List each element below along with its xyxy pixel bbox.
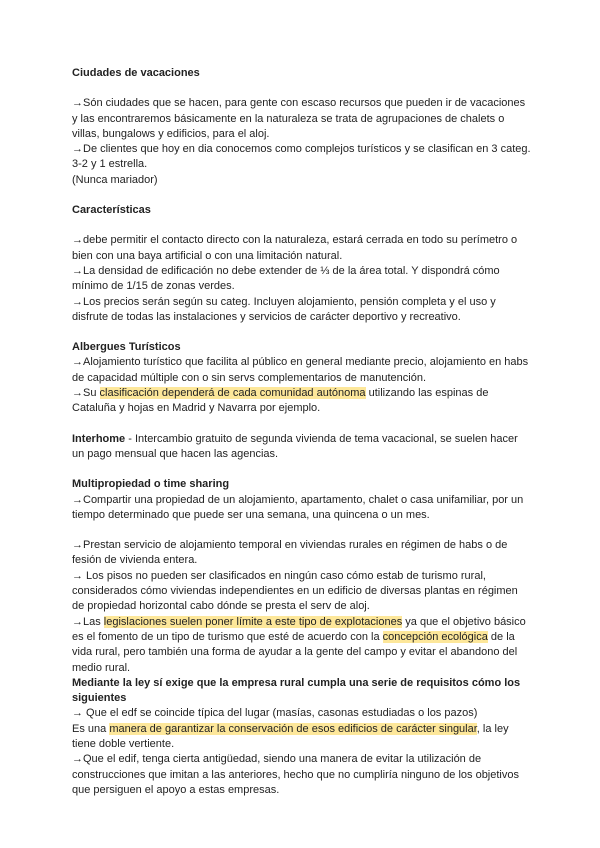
text-run: utilizando las espinas de Cataluña y hojas en Madrid y Navarra por ejemplo.	[72, 387, 489, 415]
paragraph: →De clientes que hoy en dia conocemos como complejos turísticos y se clasifican en 3 categ. 3-2 y 1 estrella.	[72, 143, 531, 171]
paragraph-interhome	[72, 432, 532, 463]
highlighted-text: concepción ecológica	[382, 630, 488, 643]
paragraph: →Los precios serán según su categ. Incluyen alojamiento, pensión completa y el uso y disfrute de todas las instalaciones y servicios de carácter deportivo y recreativo.	[72, 295, 496, 323]
paragraph: → Los pisos no pueden ser clasificados en ningún caso cómo estab de turismo rural, considerados cómo viviendas independientes en un edificio de diversas plantas en régimen de propiedad horizontal cabo dónde se presta el serv de aloj.	[72, 569, 518, 613]
paragraph: →Alojamiento turístico que facilita al público en general mediante precio, alojamiento en habs de capacidad múltiple con o sin servs complementarios de manutención.	[72, 356, 529, 384]
text-run: - Intercambio gratuito de segunda vivienda de tema vacacional, se suelen hacer un pago mensual que hacen las agencias.	[72, 432, 518, 460]
highlighted-text: manera de garantizar la conservación de esos edificios de carácter singular	[109, 722, 477, 735]
paragraph: →Són ciudades que se hacen, para gente con escaso recursos que pueden ir de vacaciones y las encontraremos básicamente en la naturaleza se trata de agrupaciones de chalets o villas, bungalows y edificios, para el aloj.	[72, 97, 526, 140]
paragraph	[72, 615, 532, 676]
paragraph	[72, 722, 532, 753]
text-run: de la vida rural, pero también una forma de ayudar a la gente del campo y evitar el abandono del medio rural.	[72, 630, 518, 674]
document-page	[72, 66, 532, 798]
heading-requisitos: Mediante la ley sí exige que la empresa rural cumpla una serie de requisitos cómo los siguientes	[72, 676, 521, 705]
paragraph	[72, 386, 532, 417]
heading-multipropiedad: Multipropiedad o time sharing	[72, 478, 230, 491]
text-run: , la ley tiene doble vertiente.	[72, 722, 509, 750]
paragraph: →Compartir una propiedad de un alojamiento, apartamento, chalet o casa unifamiliar, por un tiempo determinado que puede ser una semana, una quincena o un mes.	[72, 493, 524, 521]
term-interhome: Interhome	[72, 432, 126, 445]
paragraph: →Prestan servicio de alojamiento temporal en viviendas rurales en régimen de habs o de fesión de vivienda entera.	[72, 539, 508, 567]
heading-ciudades: Ciudades de vacaciones	[72, 67, 200, 79]
highlighted-text: clasificación dependerá de cada comunidad autónoma	[99, 387, 366, 400]
text-run: ya que el objetivo básico es el fomento de un tipo de turismo que esté de acuerdo con la	[72, 615, 526, 643]
paragraph: → Que el edf se coincide típica del lugar (masías, casonas estudiadas o los pazos)	[72, 707, 478, 720]
highlighted-text: legislaciones suelen poner límite a este tipo de explotaciones	[103, 615, 403, 628]
paragraph: →La densidad de edificación no debe extender de ⅓ de la área total. Y dispondrá cómo mínimo de 1/15 de zonas verdes.	[72, 264, 500, 293]
heading-albergues: Albergues Turísticos	[72, 341, 181, 354]
paragraph: →Que el edif, tenga cierta antigüedad, siendo una manera de evitar la utilización de construcciones que imitan a las anteriores, hecho que no cumpliría ninguno de los objetivos que persiguen el apoyo a estas empresas.	[72, 753, 519, 796]
text-run: Es una	[72, 722, 110, 735]
text-run: →Las	[72, 615, 104, 628]
text-run: →Su	[72, 387, 100, 400]
paragraph: →debe permitir el contacto directo con la naturaleza, estará cerrada en todo su perímetro o bien con una baya artificial o con una limitación natural.	[72, 234, 518, 262]
paragraph: (Nunca mariador)	[72, 173, 158, 186]
heading-caracteristicas: Características	[72, 204, 151, 217]
